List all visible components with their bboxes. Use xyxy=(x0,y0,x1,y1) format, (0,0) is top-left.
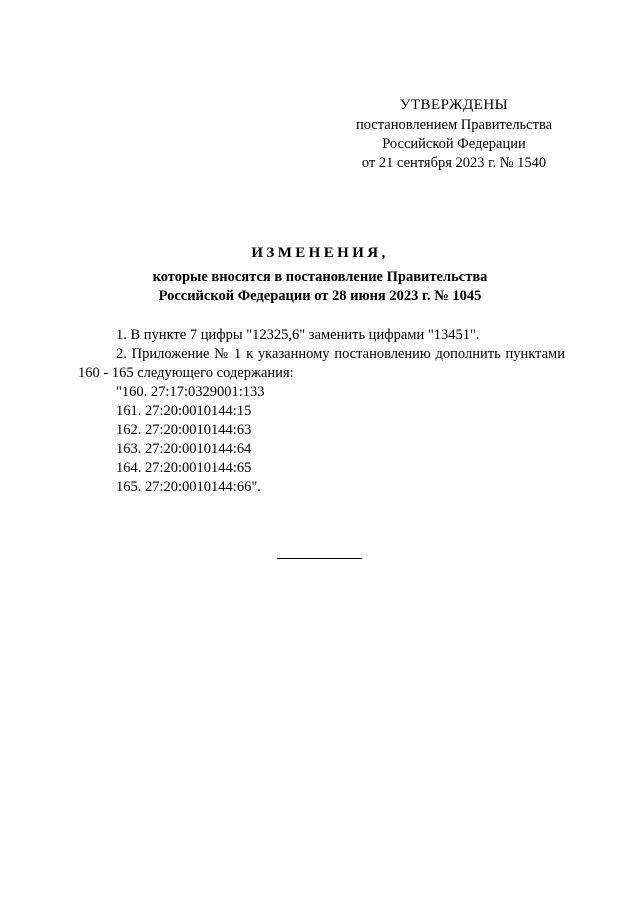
paragraph-2: 2. Приложение № 1 к указанному постановлению дополнить пунктами 160 - 165 следующего содержания: xyxy=(78,346,565,381)
closing-rule xyxy=(277,558,362,559)
approval-line-1: постановлением Правительства xyxy=(355,117,553,133)
document-body xyxy=(78,326,565,497)
list-entry-165: 165. 27:20:0010144:66". xyxy=(116,479,261,495)
subtitle-line-2: Российской Федерации от 28 июня 2023 г. № 1045 xyxy=(158,288,482,304)
list-entry-162: 162. 27:20:0010144:63 xyxy=(116,422,252,438)
list-entry-161: 161. 27:20:0010144:15 xyxy=(116,403,252,419)
document-subtitle xyxy=(0,268,640,306)
list-entry-163: 163. 27:20:0010144:64 xyxy=(116,441,252,457)
subtitle-line-1: которые вносятся в постановление Правительства xyxy=(152,269,488,285)
approval-line-2: Российской Федерации xyxy=(382,136,526,152)
approval-block xyxy=(330,96,578,173)
document-title: ИЗМЕНЕНИЯ, xyxy=(251,245,389,261)
list-entry-160: "160. 27:17:0329001:133 xyxy=(116,384,265,400)
approval-stamp: УТВЕРЖДЕНЫ xyxy=(399,97,509,113)
paragraph-1: 1. В пункте 7 цифры "12325,6" заменить цифрами "13451". xyxy=(116,327,480,343)
approval-line-3: от 21 сентября 2023 г. № 1540 xyxy=(361,155,547,171)
list-entry-164: 164. 27:20:0010144:65 xyxy=(116,460,252,476)
